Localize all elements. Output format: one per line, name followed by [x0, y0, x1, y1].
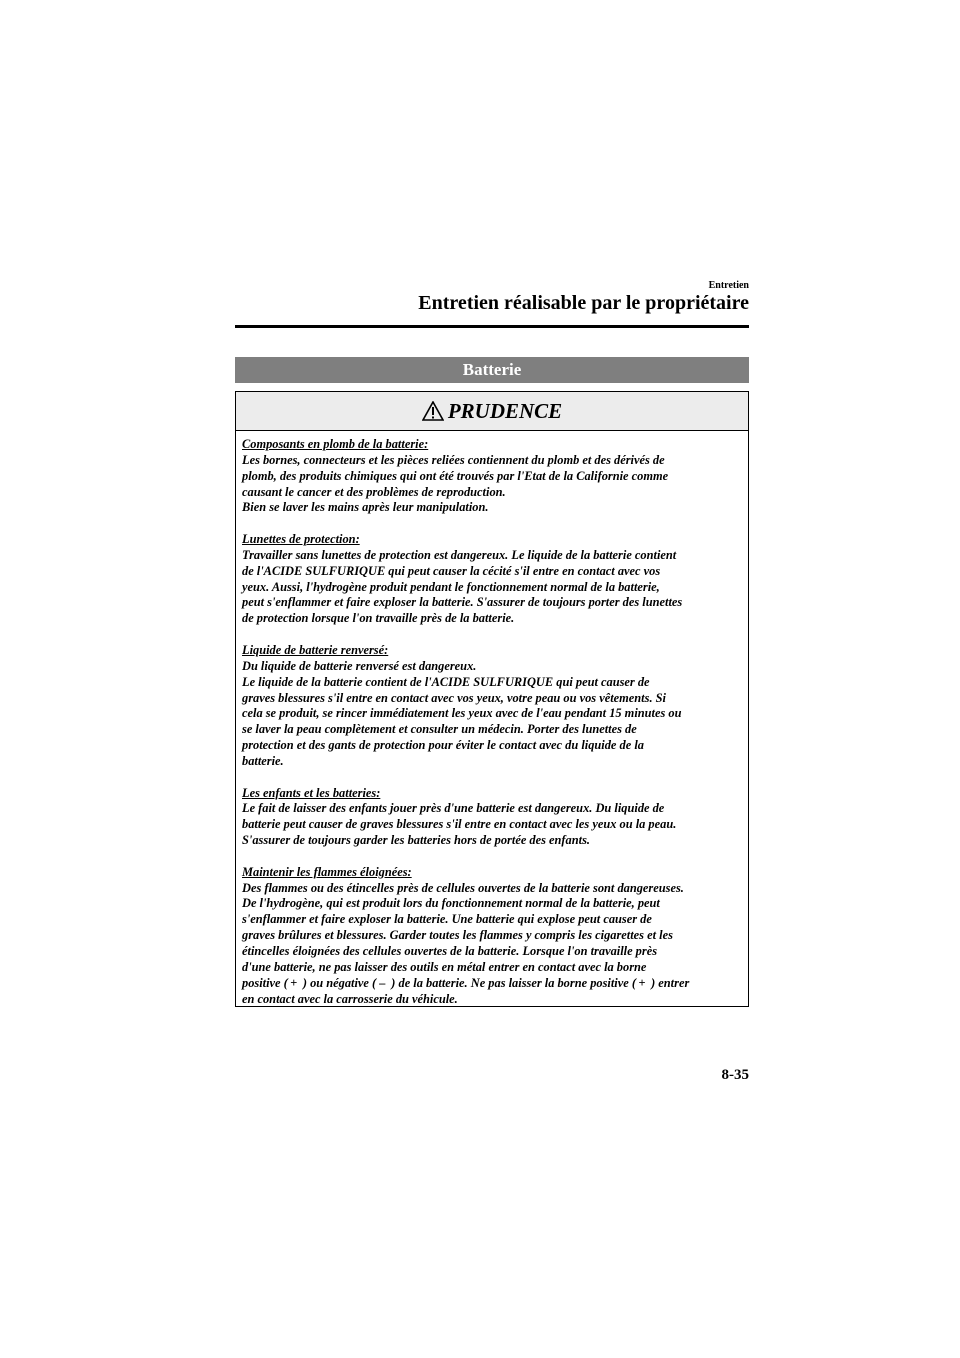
warning-body — [236, 431, 748, 1007]
text-line: De l'hydrogène, qui est produit lors du fonctionnement normal de la batterie, peut — [242, 896, 660, 911]
warning-label: PRUDENCE — [447, 398, 563, 423]
text-line: Bien se laver les mains après leur manipulation. — [242, 500, 489, 515]
text-fragment: positive ( — [242, 975, 288, 990]
text-line: d'une batterie, ne pas laisser des outils en métal entrer en contact avec la borne — [242, 959, 647, 974]
text-line: cela se produit, se rincer immédiatement les yeux avec de l'eau pendant 15 minutes ou — [242, 706, 682, 721]
text-line: batterie peut causer de graves blessures s'il entre en contact avec les yeux ou la peau. — [242, 817, 677, 832]
section-heading: Maintenir les flammes éloignées: — [242, 864, 412, 879]
text-line: S'assurer de toujours garder les batteries hors de portée des enfants. — [242, 833, 590, 848]
text-line: Du liquide de batterie renversé est dangereux. — [242, 658, 477, 673]
text-line: se laver la peau complètement et consulter un médecin. Porter des lunettes de — [242, 722, 637, 737]
text-line: étincelles éloignées des cellules ouvertes de la batterie. Lorsque l'on travaille près — [242, 944, 658, 958]
text-line: de protection lorsque l'on travaille près de la batterie. — [242, 611, 515, 626]
section-heading: Lunettes de protection: — [242, 532, 360, 547]
section-heading: Liquide de batterie renversé: — [242, 642, 389, 657]
warning-section-glasses — [242, 532, 742, 627]
text-line: peut s'enflammer et faire exploser la batterie. S'assurer de toujours porter des lunettes — [242, 595, 683, 610]
warning-triangle-icon — [422, 401, 444, 421]
warning-section-spill — [242, 643, 742, 770]
section-heading: Composants en plomb de la batterie: — [242, 437, 429, 451]
warning-box — [235, 391, 749, 1007]
text-line: batterie. — [242, 753, 284, 768]
chapter-label: Entretien — [708, 280, 749, 291]
section-heading: Les enfants et les batteries: — [242, 785, 381, 800]
text-fragment: ) ou négative ( — [299, 975, 377, 990]
warning-header — [236, 392, 748, 431]
page-number: 8-35 — [721, 1067, 749, 1083]
minus-symbol: – — [379, 975, 386, 990]
text-line: yeux. Aussi, l'hydrogène produit pendant le fonctionnement normal de la batterie, — [242, 579, 660, 594]
text-line: protection et des gants de protection pour éviter le contact avec du liquide de la — [242, 738, 644, 753]
text-line: causant le cancer et des problèmes de reproduction. — [242, 484, 506, 499]
text-line: Les bornes, connecteurs et les pièces reliées contiennent du plomb et des dérivés de — [242, 452, 665, 467]
text-line: Le liquide de la batterie contient de l'ACIDE SULFURIQUE qui peut causer de — [242, 674, 650, 689]
warning-section-flames — [242, 865, 742, 1008]
text-line: de l'ACIDE SULFURIQUE qui peut causer la cécité s'il entre en contact avec vos — [242, 563, 661, 578]
plus-symbol: + — [638, 975, 646, 990]
warning-section-children — [242, 786, 742, 849]
warning-section-lead — [242, 437, 742, 516]
text-fragment: ) entrer — [647, 975, 690, 990]
text-line: plomb, des produits chimiques qui ont été trouvés par l'Etat de la Californie comme — [242, 468, 669, 483]
text-line: s'enflammer et faire exploser la batterie. Une batterie qui explose peut causer de — [242, 912, 652, 927]
text-line: Des flammes ou des étincelles près de cellules ouvertes de la batterie sont dangereuses. — [242, 880, 684, 895]
page-title: Entretien réalisable par le propriétaire — [418, 292, 749, 314]
text-fragment: ) de la batterie. Ne pas laisser la borne positive ( — [388, 975, 636, 990]
text-line: en contact avec la carrosserie du véhicule. — [242, 991, 458, 1006]
header-divider — [235, 325, 749, 328]
section-title: Batterie — [235, 357, 749, 383]
text-line-terminals — [242, 976, 742, 992]
text-line: graves blessures s'il entre en contact avec vos yeux, votre peau ou vos vêtements. Si — [242, 690, 666, 705]
plus-symbol: + — [290, 975, 298, 990]
text-line: Le fait de laisser des enfants jouer près d'une batterie est dangereux. Du liquide de — [242, 801, 665, 816]
text-line: graves brûlures et blessures. Garder toutes les flammes y compris les cigarettes et les — [242, 928, 673, 943]
text-line: Travailler sans lunettes de protection est dangereux. Le liquide de la batterie contient — [242, 547, 677, 562]
